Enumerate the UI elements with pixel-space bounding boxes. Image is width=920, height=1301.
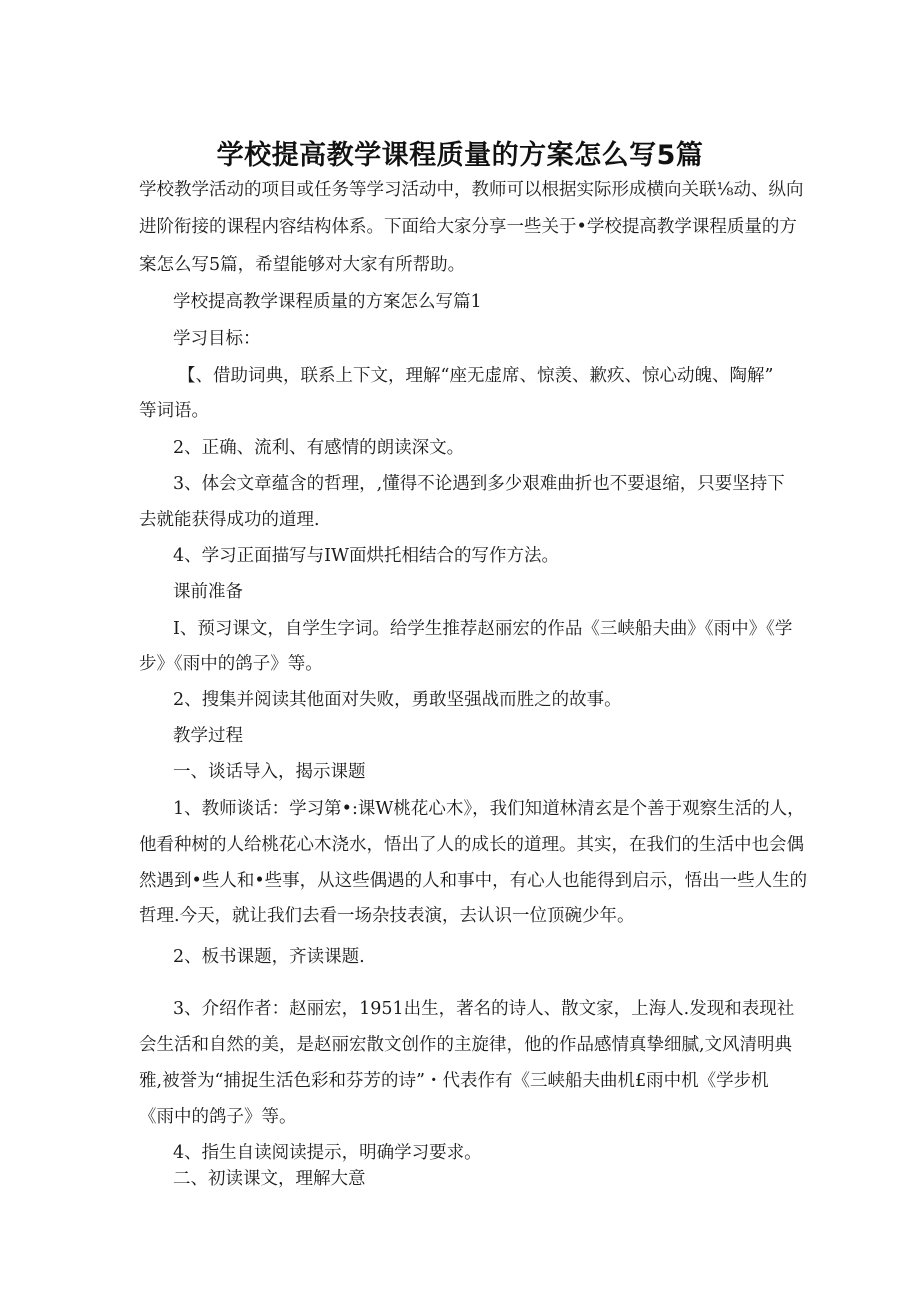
step-1-item-2: 2、板书课题，齐读课题.	[173, 947, 365, 967]
step-2-heading: 二、初读课文，理解大意	[173, 1169, 366, 1189]
step-1-item-1-line-2: 他看种树的人给桃花心木浇水，悟出了人的成长的道理。其实，在我们的生活中也会偶	[139, 835, 804, 855]
step-1-item-1-line-1: 1、教师谈话：学习第•:课W桃花心木》，我们知道林清玄是个善于观察生活的人，	[173, 799, 805, 819]
prep-1-line-1: I、预习课文，自学生字词。给学生推荐赵丽宏的作品《三峡船夫曲》《雨中》《学	[173, 619, 793, 639]
objective-4: 4、学习正面描写与IW面烘托相结合的写作方法。	[173, 546, 560, 566]
step-1-item-3-line-2: 会生活和自然的美，是赵丽宏散文创作的主旋律，他的作品感情真挚细腻,文风清明典	[139, 1035, 793, 1055]
intro-line-3: 案怎么写5篇，希望能够对大家有所帮助。	[139, 255, 466, 275]
section-heading: 学校提高教学课程质量的方案怎么写篇1	[173, 292, 482, 312]
subheading-objectives: 学习目标：	[173, 329, 261, 349]
intro-line-2: 进阶衔接的课程内容结构体系。下面给大家分享一些关于•学校提高教学课程质量的方	[139, 217, 797, 237]
subheading-process: 教学过程	[173, 726, 243, 746]
objective-1-line-1: 【、借助词典，联系上下文，理解“座无虚席、惊羡、歉疚、惊心动魄、陶解”	[178, 366, 774, 386]
prep-1-line-2: 步》《雨中的鸽子》等。	[139, 654, 323, 674]
step-1-item-3-line-1: 3、介绍作者：赵丽宏，1951出生，著名的诗人、散文家，上海人.发现和表现社	[173, 999, 795, 1019]
document-title: 学校提高教学课程质量的方案怎么写5篇	[216, 140, 704, 171]
prep-2: 2、搜集并阅读其他面对失败，勇敢坚强战而胜之的故事。	[173, 690, 622, 710]
step-1-heading: 一、谈话导入，揭示课题	[173, 762, 366, 782]
subheading-preparation: 课前准备	[173, 582, 243, 602]
intro-line-1: 学校教学活动的项目或任务等学习活动中，教师可以根据实际形成横向关联⅛动、纵向	[139, 180, 804, 200]
step-1-item-1-line-3: 然遇到•些人和•些事，从这些偶遇的人和事中，有心人也能得到启示，悟出一些人生的	[139, 871, 808, 891]
objective-2: 2、正确、流利、有感情的朗读深文。	[173, 438, 465, 458]
step-1-item-3-line-4: 《雨中的鸽子》等。	[139, 1107, 297, 1127]
step-1-item-4: 4、指生自读阅读提示，明确学习要求。	[173, 1143, 482, 1163]
objective-3-line-2: 去就能获得成功的道理.	[139, 510, 320, 530]
step-1-item-3-line-3: 雅,被誉为“捕捉生活色彩和芬芳的诗”・代表作有《三峡船夫曲机£雨中机《学步机	[139, 1071, 769, 1091]
step-1-item-1-line-4: 哲理.今天，就让我们去看一场杂技表演，去认识一位顶碗少年。	[139, 906, 635, 926]
objective-1-line-2: 等词语。	[139, 401, 209, 421]
objective-3-line-1: 3、体会文章蕴含的哲理，,懂得不论遇到多少艰难曲折也不要退缩，只要坚持下	[173, 474, 785, 494]
